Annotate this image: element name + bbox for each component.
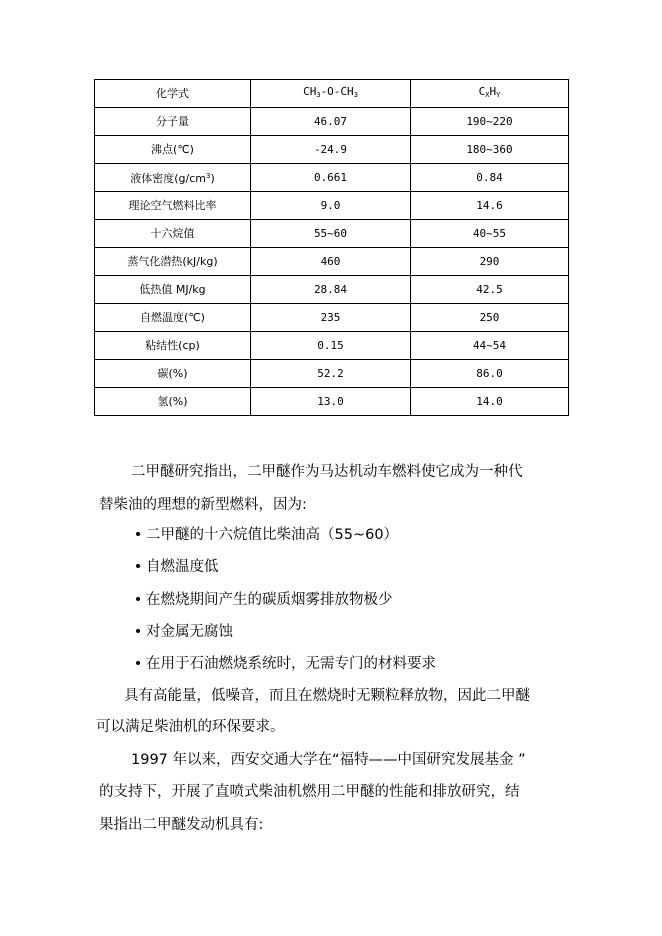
row-dme-value: 0.15 (251, 332, 411, 360)
row-property: 碳(%) (95, 360, 251, 388)
row-dme-value: 46.07 (251, 108, 411, 136)
row-property: 低热值 MJ/kg (95, 276, 251, 304)
bullet-item: • 二甲醚的十六烷值比柴油高（55~60） (130, 525, 398, 545)
table-row (95, 360, 569, 388)
bullet-item: • 在燃烧期间产生的碳质烟雾排放物极少 (130, 590, 393, 610)
row-diesel-value: 14.6 (411, 192, 569, 220)
row-property: 粘结性(cp) (95, 332, 251, 360)
paragraph-1-line-2: 替柴油的理想的新型燃料，因为: (99, 497, 307, 513)
row-diesel-value: 0.84 (411, 164, 569, 192)
paragraph-2-line-1: 具有高能量，低噪音，而且在燃烧时无颗粒释放物，因此二甲醚 (124, 688, 530, 704)
bullet-item: • 在用于石油燃烧系统时，无需专门的材料要求 (130, 654, 436, 674)
row-dme-value: 55~60 (251, 220, 411, 248)
header-dme: $CH_3-O-CH_3$ (251, 80, 411, 108)
paragraph-3-line-3: 果指出二甲醚发动机具有: (99, 817, 264, 833)
row-diesel-value: 290 (411, 248, 569, 276)
row-diesel-value: 180~360 (411, 136, 569, 164)
row-dme-value: 13.0 (251, 388, 411, 416)
bullet-mark: • (133, 527, 143, 543)
row-diesel-value: 250 (411, 304, 569, 332)
row-dme-value: 460 (251, 248, 411, 276)
row-diesel-value: 42.5 (411, 276, 569, 304)
bullet-mark: • (133, 592, 143, 608)
bullet-item: • 对金属无腐蚀 (130, 622, 233, 642)
bullet-mark: • (133, 624, 143, 640)
row-dme-value: 235 (251, 304, 411, 332)
row-property: 理论空气燃料比率 (95, 192, 251, 220)
paragraph-1-line-1: 二甲醚研究指出，二甲醚作为马达机动车燃料使它成为一种代 (131, 464, 523, 480)
row-property: 自燃温度(℃) (95, 304, 251, 332)
row-diesel-value: 190~220 (411, 108, 569, 136)
bullet-item: • 自燃温度低 (130, 557, 219, 577)
paragraph-2-line-2: 可以满足柴油机的环保要求。 (96, 719, 285, 735)
row-property: 液体密度$(g/cm^3)$ (95, 164, 251, 192)
bullet-mark: • (133, 559, 143, 575)
row-diesel-value: 44~54 (411, 332, 569, 360)
table-row (95, 108, 569, 136)
row-property: 蒸气化潜热(kJ/kg) (95, 248, 251, 276)
row-dme-value: 0.661 (251, 164, 411, 192)
properties-table (94, 79, 569, 416)
row-dme-value: -24.9 (251, 136, 411, 164)
table-row (95, 136, 569, 164)
row-dme-value: 28.84 (251, 276, 411, 304)
row-dme-value: 52.2 (251, 360, 411, 388)
table-row (95, 388, 569, 416)
row-diesel-value: 14.0 (411, 388, 569, 416)
row-property: 十六烷值 (95, 220, 251, 248)
row-diesel-value: 86.0 (411, 360, 569, 388)
table-header-row (95, 80, 569, 108)
table-row (95, 192, 569, 220)
paragraph-3-line-2: 的支持下，开展了直喷式柴油机燃用二甲醚的性能和排放研究，结 (99, 784, 520, 800)
row-diesel-value: 40~55 (411, 220, 569, 248)
table-row (95, 276, 569, 304)
row-property: 分子量 (95, 108, 251, 136)
header-formula: 化学式 (95, 80, 251, 108)
table-row (95, 332, 569, 360)
row-property: 氢(%) (95, 388, 251, 416)
bullet-mark: • (133, 656, 143, 672)
table-row (95, 248, 569, 276)
row-dme-value: 9.0 (251, 192, 411, 220)
table-row (95, 304, 569, 332)
row-property: 沸点(℃) (95, 136, 251, 164)
table-row (95, 220, 569, 248)
table-row (95, 164, 569, 192)
header-diesel: $C_XH_Y$ (411, 80, 569, 108)
paragraph-3-line-1: 1997 年以来，西安交通大学在“福特——中国研究发展基金 ” (131, 752, 526, 768)
